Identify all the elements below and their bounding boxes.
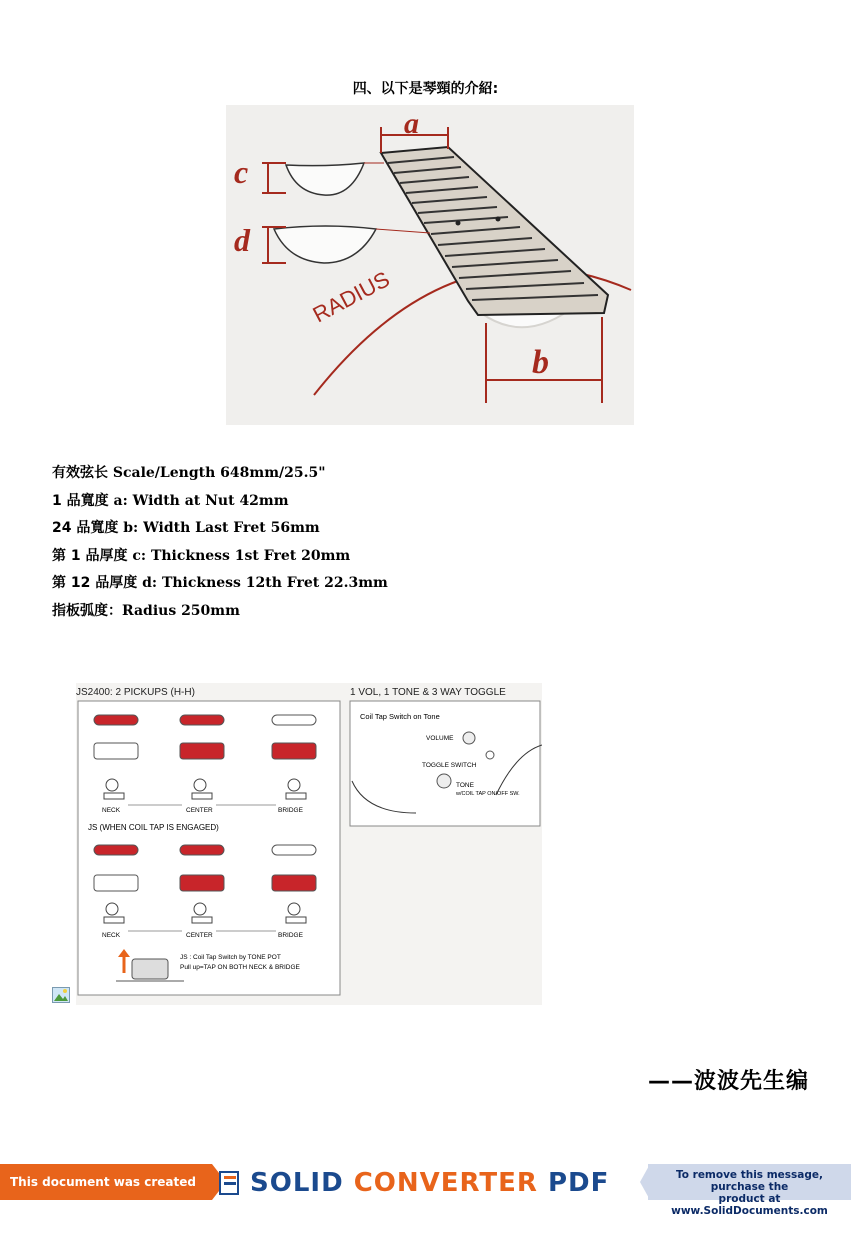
section-heading: 四、以下是琴頸的介紹: [352,81,499,97]
label-d: d [234,222,250,258]
label-b: b [532,344,549,381]
tone-knob [437,774,451,788]
row1-neck: NECK [102,807,121,814]
note-line-1: JS : Coil Tap Switch by TONE POT [180,954,281,961]
cross-section-d [274,226,376,263]
note-line-2: Pull up=TAP ON BOTH NECK & BRIDGE [180,964,300,971]
spec-radius: 指板弧度：Radius 250mm [52,602,240,619]
tone-sub-label: w/COIL TAP ON/OFF SW. [456,791,520,797]
volume-label: VOLUME [426,735,454,742]
brand-pdf: PDF [547,1168,610,1198]
spec-list [52,462,388,627]
radius-label: RADIUS [308,266,394,328]
label-c: c [234,154,249,190]
spec-scale-length: 有效弦长 Scale/Length 648mm/25.5" [52,465,326,481]
wiring-svg [76,683,542,1005]
controls-title: 1 VOL, 1 TONE & 3 WAY TOGGLE [350,687,506,698]
brand-solid: SOLID [250,1168,344,1198]
toggle-switch-label: TOGGLE SWITCH [422,762,477,769]
cross-section-c [286,163,364,195]
row2-bridge: BRIDGE [278,932,303,939]
tone-label: TONE [456,782,474,789]
volume-knob [463,732,475,744]
spec-width-nut: 1 品寬度 a: Width at Nut 42mm [52,492,289,509]
spec-thickness-1st: 第 1 品厚度 c: Thickness 1st Fret 20mm [52,547,351,564]
purchase-line-2: product at www.SolidDocuments.com [671,1193,828,1217]
spec-width-last-fret: 24 品寬度 b: Width Last Fret 56mm [52,520,320,536]
row1-bridge: BRIDGE [278,807,303,814]
image-placeholder-icon [52,987,70,1003]
fretboard-svg [226,105,634,425]
toggle-switch-knob [486,751,494,759]
coil-tap-heading: JS (WHEN COIL TAP IS ENGAGED) [88,823,219,832]
pickups-title: JS2400: 2 PICKUPS (H-H) [76,687,195,698]
brand-converter: CONVERTER [353,1168,538,1198]
fretboard-diagram [226,105,634,425]
coil-tap-panel-title: Coil Tap Switch on Tone [360,712,440,721]
spec-thickness-12th: 第 12 品厚度 d: Thickness 12th Fret 22.3mm [52,575,388,591]
solid-logo-icon [218,1170,242,1196]
row2-neck: NECK [102,932,121,939]
row1-center: CENTER [186,807,213,814]
purchase-line-1: To remove this message, purchase the [676,1169,823,1193]
footer-created-using: This document was created using [0,1164,212,1200]
fretboard [381,147,608,315]
author-signature: ——波波先生编 [647,1069,809,1094]
converter-footer-banner[interactable] [0,1164,851,1225]
row2-center: CENTER [186,932,213,939]
footer-brand [250,1166,609,1200]
purchase-link[interactable] [648,1164,851,1217]
label-a: a [404,107,419,140]
wiring-diagram [76,683,542,1005]
